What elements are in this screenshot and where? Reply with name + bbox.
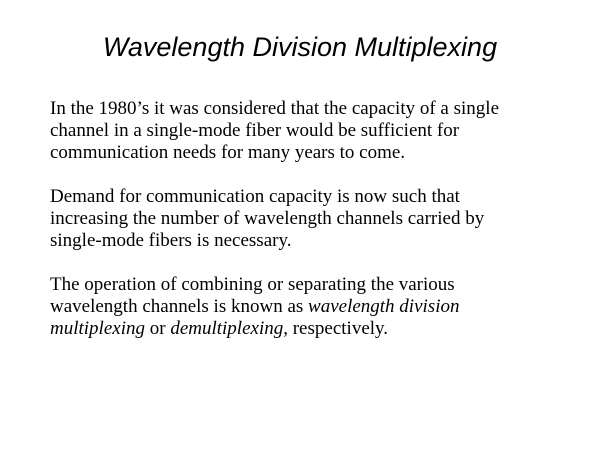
paragraph-line	[50, 318, 570, 340]
plain-text: or	[144, 318, 171, 339]
paragraph-demand	[50, 186, 570, 252]
paragraph-line: single-mode fibers is necessary.	[50, 230, 292, 251]
slide-body	[50, 98, 570, 340]
italic-term: multiplexing	[50, 318, 145, 339]
paragraph-line: Demand for communication capacity is now such that	[50, 186, 460, 207]
plain-text: wavelength channels is known as	[50, 296, 309, 317]
paragraph-line: In the 1980’s it was considered that the capacity of a single	[50, 98, 500, 119]
italic-term: demultiplexing	[170, 318, 284, 339]
italic-term: wavelength division	[308, 296, 460, 317]
paragraph-wdm-definition	[50, 274, 570, 340]
paragraph-line: increasing the number of wavelength channels carried by	[50, 208, 485, 229]
paragraph-line: communication needs for many years to come.	[50, 142, 406, 163]
paragraph-line	[50, 296, 570, 318]
paragraph-1980s-capacity	[50, 98, 570, 164]
plain-text: , respectively.	[283, 318, 389, 339]
paragraph-line: The operation of combining or separating the various	[50, 274, 455, 295]
slide-title: Wavelength Division Multiplexing	[102, 32, 498, 62]
paragraph-line: channel in a single-mode fiber would be sufficient for	[50, 120, 460, 141]
